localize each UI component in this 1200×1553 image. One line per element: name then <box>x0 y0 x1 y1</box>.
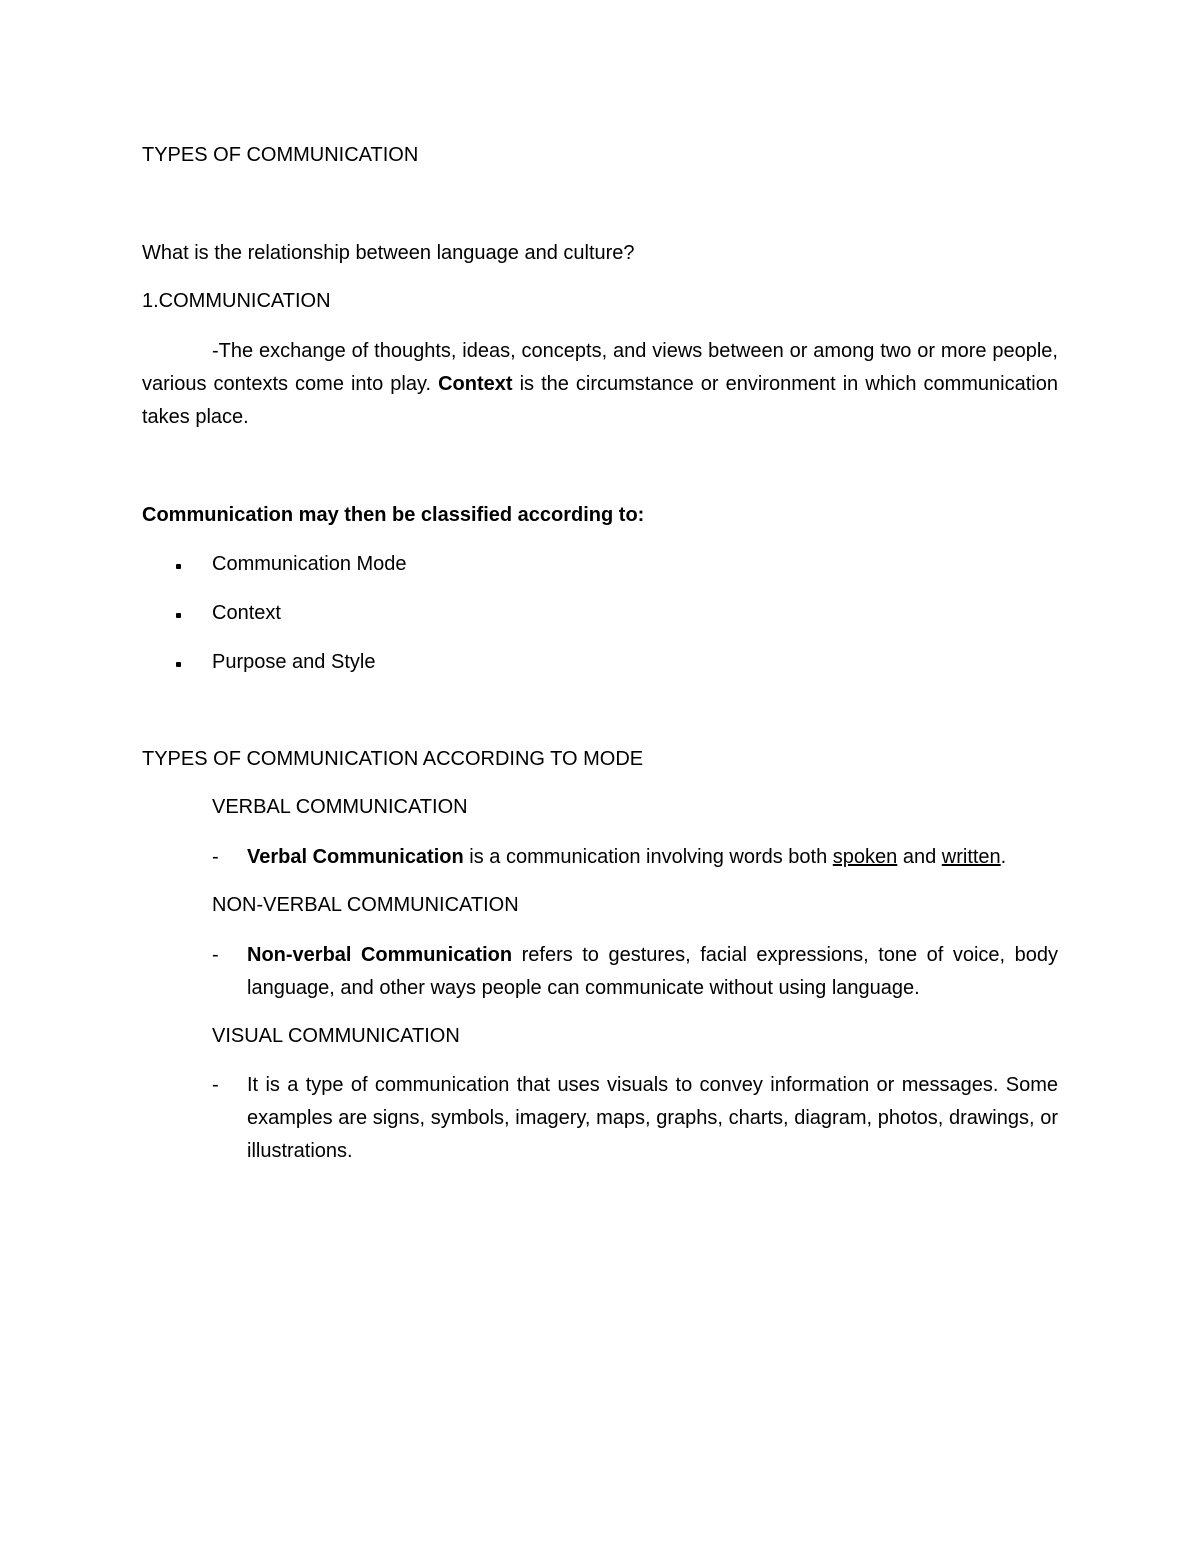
verbal-text-a: is a communication involving words both <box>463 846 833 868</box>
visual-heading: VISUAL COMMUNICATION <box>212 1025 460 1047</box>
bullet-item-purpose-style: Purpose and Style <box>212 651 376 673</box>
context-term: Context <box>438 373 513 395</box>
spoken-underlined: spoken <box>832 846 898 868</box>
dash-marker: - <box>212 944 219 966</box>
section-heading-communication: 1.COMMUNICATION <box>142 290 331 312</box>
written-underlined: written <box>941 846 1001 868</box>
nonverbal-text: refers to gestures, facial expressions, tone of voice, body language, and other ways people can communicate without using language. <box>247 944 1058 999</box>
nonverbal-definition <box>247 939 1058 1005</box>
bullet-icon <box>176 564 181 569</box>
communication-definition-paragraph <box>142 335 1058 434</box>
dash-marker: - <box>212 846 219 868</box>
nonverbal-heading: NON-VERBAL COMMUNICATION <box>212 894 519 916</box>
nonverbal-term: Non-verbal Communication <box>247 944 513 966</box>
dash-marker: - <box>212 1074 219 1096</box>
bullet-item-communication-mode: Communication Mode <box>212 553 407 575</box>
mode-heading: TYPES OF COMMUNICATION ACCORDING TO MODE <box>142 748 644 770</box>
bullet-item-context: Context <box>212 602 281 624</box>
document-title: TYPES OF COMMUNICATION <box>142 144 419 166</box>
definition-intro: -The exchange of thoughts, ideas, concepts, and views between or among two or more people, various contexts come into play. <box>142 340 1058 395</box>
verbal-definition <box>247 841 1006 874</box>
definition-rest: is the circumstance or environment in which communication takes place. <box>142 373 1058 428</box>
question-line: What is the relationship between language and culture? <box>142 242 635 264</box>
bullet-icon <box>176 613 181 618</box>
verbal-term: Verbal Communication <box>247 846 464 868</box>
verbal-text-b: and <box>897 846 942 868</box>
verbal-heading: VERBAL COMMUNICATION <box>212 796 468 818</box>
bullet-icon <box>176 662 181 667</box>
verbal-text-c: . <box>1000 846 1007 868</box>
visual-definition: It is a type of communication that uses visuals to convey information or messages. Some examples are signs, symbols, imagery, maps, graphs, charts, diagram, photos, drawings, or illustrations. <box>247 1074 1058 1162</box>
classified-heading: Communication may then be classified according to: <box>142 504 645 526</box>
